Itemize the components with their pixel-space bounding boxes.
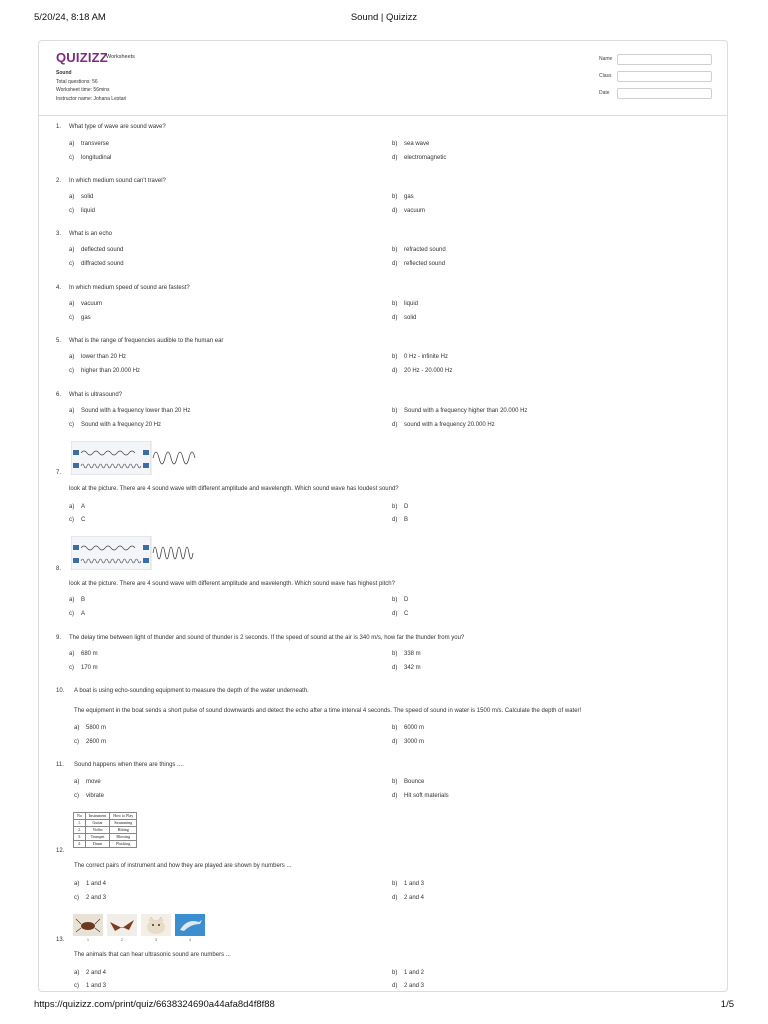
answer-option-b [392, 354, 448, 360]
answer-option-a [74, 725, 106, 731]
question-number: 12. [56, 848, 65, 854]
cockroach-picture [73, 914, 103, 936]
option-letter: a) [69, 651, 75, 657]
option-letter: b) [392, 779, 398, 785]
answer-option-c [69, 155, 111, 161]
option-letter: d) [392, 422, 398, 428]
logo-subtitle: Worksheets [106, 54, 135, 60]
option-letter: a) [69, 301, 75, 307]
date-field [599, 88, 719, 98]
option-letter: a) [69, 504, 75, 510]
question-text: In which medium speed of sound are fastest? [69, 285, 190, 291]
answer-option-c [69, 315, 91, 321]
option-text: Sound with a frequency 20 Hz [81, 422, 162, 428]
option-letter: d) [392, 261, 398, 267]
answer-option-a [69, 651, 98, 657]
answer-option-b [392, 651, 421, 657]
bat-picture [107, 914, 137, 936]
print-datetime: 5/20/24, 8:18 AM [34, 12, 106, 23]
table-cell: Trumpet [85, 834, 109, 841]
option-text: gas [404, 194, 414, 200]
option-text: solid [404, 315, 417, 321]
answer-option-a [74, 970, 106, 976]
option-letter: c) [69, 368, 74, 374]
answer-option-d [392, 895, 424, 901]
answer-option-d [392, 208, 425, 214]
option-letter: c) [74, 739, 79, 745]
table-cell: Strumming [110, 820, 137, 827]
name-label: Name [599, 56, 613, 62]
option-letter: c) [69, 665, 74, 671]
question-number: 6. [56, 392, 62, 398]
option-letter: c) [69, 611, 74, 617]
option-text: A [81, 504, 86, 510]
answer-option-c [74, 895, 106, 901]
animal-number: 1 [87, 938, 89, 942]
question-text: The correct pairs of instrument and how they are played are shown by numbers ... [74, 863, 292, 869]
name-input[interactable] [617, 54, 712, 65]
question-number: 8. [56, 566, 62, 572]
option-text: Bounce [404, 779, 425, 785]
question-number: 2. [56, 178, 62, 184]
table-cell: Blowing [110, 834, 137, 841]
option-text: longitudinal [81, 155, 112, 161]
option-letter: c) [69, 261, 74, 267]
option-text: C [81, 517, 86, 523]
answer-option-c [69, 368, 140, 374]
answer-option-a [69, 301, 102, 307]
table-row [74, 827, 137, 834]
table-cell: Hitting [110, 827, 137, 834]
table-cell: Guitar [85, 820, 109, 827]
question-text: What is an echo [69, 231, 113, 237]
option-text: lower than 20 Hz [81, 354, 127, 360]
option-letter: a) [74, 970, 80, 976]
option-text: sound with a frequency 20.000 Hz [404, 422, 495, 428]
question-number: 11. [56, 762, 64, 768]
option-text: 2 and 4 [404, 895, 425, 901]
class-input[interactable] [617, 71, 712, 82]
option-text: 3000 m [404, 739, 425, 745]
option-text: transverse [81, 141, 110, 147]
option-text: Sound with a frequency higher than 20.000 Hz [404, 408, 528, 414]
question-text: What is the range of frequencies audible to the human ear [69, 338, 224, 344]
question-number: 4. [56, 285, 62, 291]
answer-option-a [69, 194, 93, 200]
answer-option-d [392, 739, 424, 745]
answer-option-b [392, 194, 414, 200]
option-text: C [404, 611, 409, 617]
table-cell: 1. [74, 820, 86, 827]
answer-option-b [392, 141, 429, 147]
answer-option-d [392, 261, 445, 267]
option-letter: c) [74, 895, 79, 901]
option-text: D [404, 597, 409, 603]
dolphin-picture [175, 914, 205, 936]
answer-option-d [392, 611, 408, 617]
table-cell: Plucking [110, 841, 137, 848]
class-field [599, 71, 719, 81]
answer-option-c [74, 983, 106, 989]
option-letter: b) [392, 141, 398, 147]
question-text: In which medium sound can't travel? [69, 178, 166, 184]
option-letter: b) [392, 651, 398, 657]
answer-option-d [392, 155, 446, 161]
option-text: B [81, 597, 86, 603]
option-letter: a) [69, 247, 75, 253]
answer-option-b [392, 301, 418, 307]
option-letter: a) [69, 597, 75, 603]
option-letter: d) [392, 315, 398, 321]
option-letter: d) [392, 739, 398, 745]
instructor-name: Instructor name: Johana Lestari [56, 95, 127, 102]
question-text: The animals that can hear ultrasonic sound are numbers ... [74, 952, 231, 958]
answer-option-c [69, 517, 85, 523]
table-header: How to Play [110, 813, 137, 820]
answer-option-b [392, 881, 424, 887]
option-text: 1 and 3 [404, 881, 425, 887]
option-text: 20 Hz - 20.000 Hz [404, 368, 453, 374]
option-text: deflected sound [81, 247, 124, 253]
date-label: Date [599, 90, 610, 96]
answer-option-d [392, 368, 452, 374]
question-number: 10. [56, 688, 65, 694]
answer-option-c [74, 739, 106, 745]
table-row [74, 834, 137, 841]
date-input[interactable] [617, 88, 712, 99]
table-header: No [74, 813, 86, 820]
answer-option-d [392, 422, 495, 428]
option-letter: a) [69, 354, 75, 360]
answer-option-c [69, 422, 161, 428]
table-cell: 3. [74, 834, 86, 841]
option-text: vacuum [81, 301, 103, 307]
answer-option-c [69, 611, 85, 617]
answer-option-a [69, 141, 109, 147]
option-letter: b) [392, 301, 398, 307]
option-letter: d) [392, 793, 398, 799]
option-text: 0 Hz - infinite Hz [404, 354, 449, 360]
option-text: 1 and 4 [86, 881, 107, 887]
option-text: 680 m [81, 651, 98, 657]
sound-wave-picture [71, 441, 199, 475]
option-text: 2 and 3 [86, 895, 107, 901]
question-text: look at the picture. There are 4 sound wave with different amplitude and wavelength. Which sound wave has highest pitch? [69, 581, 395, 587]
worksheet-time: Worksheet time: 56mins [56, 87, 110, 93]
option-text: vacuum [404, 208, 426, 214]
class-label: Class [599, 73, 612, 79]
answer-option-b [392, 779, 424, 785]
table-cell: Violin [85, 827, 109, 834]
option-letter: b) [392, 504, 398, 510]
option-letter: d) [392, 983, 398, 989]
question-text: look at the picture. There are 4 sound wave with different amplitude and wavelength. Which sound wave has loudest sound? [69, 486, 399, 492]
page-number: 1/5 [720, 999, 734, 1010]
option-letter: d) [392, 611, 398, 617]
print-footer [34, 999, 734, 1013]
question-number: 5. [56, 338, 62, 344]
option-letter: b) [392, 881, 398, 887]
animal-number: 3 [155, 938, 157, 942]
print-title: Sound | Quizizz [350, 12, 418, 23]
answer-option-b [392, 970, 424, 976]
option-letter: c) [69, 155, 74, 161]
question-text: What is ultrasound? [69, 392, 123, 398]
answer-option-d [392, 517, 408, 523]
option-text: 1 and 3 [86, 983, 107, 989]
print-header [34, 12, 734, 26]
answer-option-b [392, 597, 408, 603]
option-letter: d) [392, 895, 398, 901]
answer-option-b [392, 247, 446, 253]
answer-option-c [69, 208, 95, 214]
answer-option-a [69, 408, 190, 414]
option-text: 6000 m [404, 725, 425, 731]
question-text: The delay time between light of thunder and sound of thunder is 2 seconds. If the speed of sound at the air is 340 m/s, how far the thunder from you? [69, 635, 465, 641]
print-url: https://quizizz.com/print/quiz/6638324690a44afa8d4f8f88 [34, 999, 275, 1010]
table-header: Instrument [85, 813, 109, 820]
option-text: solid [81, 194, 94, 200]
animal-number: 4 [189, 938, 191, 942]
option-text: sea wave [404, 141, 430, 147]
option-text: 342 m [404, 665, 421, 671]
question-text-continued: The equipment in the boat sends a short pulse of sound downwards and detect the echo after a time interval 4 seconds. The speed of sound in water is 1500 m/s. Calculate the depth of water! [74, 708, 582, 714]
option-letter: c) [74, 793, 79, 799]
option-letter: c) [69, 517, 74, 523]
option-letter: d) [392, 368, 398, 374]
option-letter: a) [74, 779, 80, 785]
question-text: What type of wave are sound wave? [69, 124, 166, 130]
table-row [74, 841, 137, 848]
answer-option-d [392, 315, 416, 321]
question-number: 7. [56, 470, 62, 476]
answer-option-d [392, 793, 449, 799]
option-letter: a) [69, 408, 75, 414]
answer-option-a [69, 504, 85, 510]
option-text: liquid [404, 301, 419, 307]
total-questions: Total questions: 56 [56, 78, 98, 85]
option-letter: c) [74, 983, 79, 989]
option-letter: d) [392, 665, 398, 671]
option-text: 2 and 3 [404, 983, 425, 989]
quizizz-logo: QUIZIZZ [56, 50, 108, 65]
option-text: gas [81, 315, 91, 321]
cat-picture [141, 914, 171, 936]
option-text: liquid [81, 208, 96, 214]
answer-option-c [69, 261, 124, 267]
answer-option-c [74, 793, 104, 799]
option-letter: d) [392, 517, 398, 523]
question-number: 13. [56, 937, 65, 943]
option-text: higher than 20.000 Hz [81, 368, 141, 374]
option-letter: a) [74, 881, 80, 887]
name-field [599, 54, 719, 64]
table-row [74, 820, 137, 827]
answer-option-a [74, 779, 101, 785]
option-letter: b) [392, 408, 398, 414]
question-text: A boat is using echo-sounding equipment to measure the depth of the water underneath. [74, 688, 309, 694]
option-text: vibrate [86, 793, 105, 799]
option-text: refracted sound [404, 247, 446, 253]
option-text: Sound with a frequency lower than 20 Hz [81, 408, 191, 414]
answer-option-d [392, 983, 424, 989]
option-letter: c) [69, 208, 74, 214]
worksheet-title: Sound [56, 70, 72, 76]
table-cell: Drum [85, 841, 109, 848]
option-text: 170 m [81, 665, 98, 671]
option-letter: b) [392, 597, 398, 603]
table-cell: 4. [74, 841, 86, 848]
option-text: Hit soft materials [404, 793, 449, 799]
option-text: 2600 m [86, 739, 107, 745]
option-text: electromagnetic [404, 155, 447, 161]
table-cell: 2. [74, 827, 86, 834]
question-text: Sound happens when there are things .... [74, 762, 184, 768]
answer-option-a [69, 354, 126, 360]
option-text: move [86, 779, 101, 785]
question-number: 1. [56, 124, 62, 130]
answer-option-d [392, 665, 421, 671]
option-text: 5800 m [86, 725, 107, 731]
option-text: 338 m [404, 651, 421, 657]
answer-option-a [69, 247, 123, 253]
option-letter: b) [392, 247, 398, 253]
option-letter: b) [392, 354, 398, 360]
option-text: 1 and 2 [404, 970, 425, 976]
answer-option-b [392, 504, 408, 510]
option-text: reflected sound [404, 261, 446, 267]
option-text: B [404, 517, 409, 523]
answer-option-c [69, 665, 98, 671]
instrument-table [73, 812, 137, 848]
question-number: 3. [56, 231, 62, 237]
option-letter: a) [69, 141, 75, 147]
option-letter: c) [69, 315, 74, 321]
option-letter: d) [392, 208, 398, 214]
option-letter: a) [69, 194, 75, 200]
answer-option-a [74, 881, 106, 887]
option-letter: d) [392, 155, 398, 161]
table-header-row [74, 813, 137, 820]
option-text: D [404, 504, 409, 510]
worksheet-header [39, 41, 727, 116]
option-letter: c) [69, 422, 74, 428]
option-letter: b) [392, 194, 398, 200]
option-text: diffracted sound [81, 261, 124, 267]
option-text: A [81, 611, 86, 617]
answer-option-b [392, 725, 424, 731]
answer-option-b [392, 408, 527, 414]
sound-wave-picture-2 [71, 536, 199, 570]
question-number: 9. [56, 635, 62, 641]
animal-number: 2 [121, 938, 123, 942]
option-letter: b) [392, 725, 398, 731]
option-text: 2 and 4 [86, 970, 107, 976]
option-letter: a) [74, 725, 80, 731]
option-letter: b) [392, 970, 398, 976]
worksheet-info [56, 69, 126, 103]
answer-option-a [69, 597, 85, 603]
